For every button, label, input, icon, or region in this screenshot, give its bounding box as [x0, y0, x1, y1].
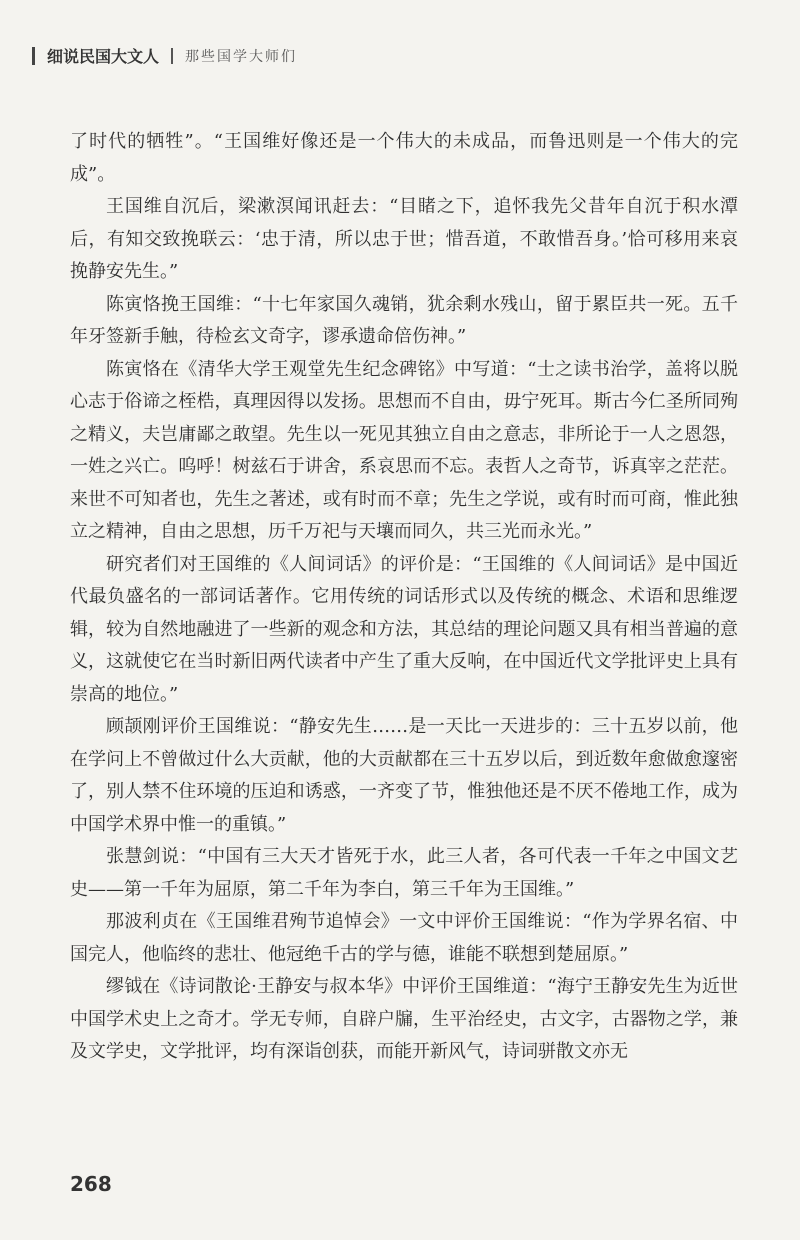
paragraph: 陈寅恪挽王国维：“十七年家国久魂销，犹余剩水残山，留于累臣共一死。五千年牙签新手触，待检玄文奇字，谬承遗命倍伤神。” — [70, 293, 738, 347]
paragraph: 缪钺在《诗词散论·王静安与叔本华》中评价王国维道：“海宁王静安先生为近世中国学术史上之奇才。学无专师，自辟户牖，生平治经史，古文字，古器物之学，兼及文学史，文学批评，均有深诣创获，而能开新风气，诗词骈散文亦无 — [70, 976, 738, 1062]
paragraph: 陈寅恪在《清华大学王观堂先生纪念碑铭》中写道：“士之读书治学，盖将以脱心志于俗谛之桎梏，真理因得以发扬。思想而不自由，毋宁死耳。斯古今仁圣所同殉之精义，夫岂庸鄙之敢望。先生以一死见其独立自由之意志，非所论于一人之恩怨，一姓之兴亡。呜呼！树兹石于讲舍，系哀思而不忘。表哲人之奇节，诉真宰之茫茫。来世不可知者也，先生之著述，或有时而不章；先生之学说，或有时而可商，惟此独立之精神，自由之思想，历千万祀与天壤而同久，共三光而永光。” — [70, 358, 738, 542]
header-bar — [32, 47, 35, 65]
page-number: 268 — [70, 1172, 112, 1196]
paragraph: 了时代的牺牲”。“王国维好像还是一个伟大的未成品，而鲁迅则是一个伟大的完成”。 — [70, 131, 738, 185]
book-title: 细说民国大文人 — [47, 47, 160, 66]
paragraph: 张慧剑说：“中国有三大天才皆死于水，此三人者，各可代表一千年之中国文艺史——第一千年为屈原，第二千年为李白，第三千年为王国维。” — [70, 846, 738, 900]
body-text — [70, 126, 738, 1069]
header-separator — [171, 48, 173, 64]
paragraph: 顾颉刚评价王国维说：“静安先生……是一天比一天进步的：三十五岁以前，他在学问上不曾做过什么大贡献，他的大贡献都在三十五岁以后，到近数年愈做愈邃密了，别人禁不住环境的压迫和诱惑，一齐变了节，惟独他还是不厌不倦地工作，成为中国学术界中惟一的重镇。” — [70, 716, 738, 835]
chapter-title: 那些国学大师们 — [185, 48, 298, 65]
running-header — [32, 44, 297, 67]
paragraph: 王国维自沉后，梁漱溟闻讯赶去：“目睹之下，追怀我先父昔年自沉于积水潭后，有知交致挽联云：‘忠于清，所以忠于世；惜吾道，不敢惜吾身。’恰可移用来哀挽静安先生。” — [70, 196, 738, 282]
paragraph: 研究者们对王国维的《人间词话》的评价是：“王国维的《人间词话》是中国近代最负盛名的一部词话著作。它用传统的词话形式以及传统的概念、术语和思维逻辑，较为自然地融进了一些新的观念和方法，其总结的理论问题又具有相当普遍的意义，这就使它在当时新旧两代读者中产生了重大反响，在中国近代文学批评史上具有崇高的地位。” — [70, 553, 738, 705]
paragraph: 那波利贞在《王国维君殉节追悼会》一文中评价王国维说：“作为学界名宿、中国完人，他临终的悲壮、他冠绝千古的学与德，谁能不联想到楚屈原。” — [70, 911, 738, 965]
